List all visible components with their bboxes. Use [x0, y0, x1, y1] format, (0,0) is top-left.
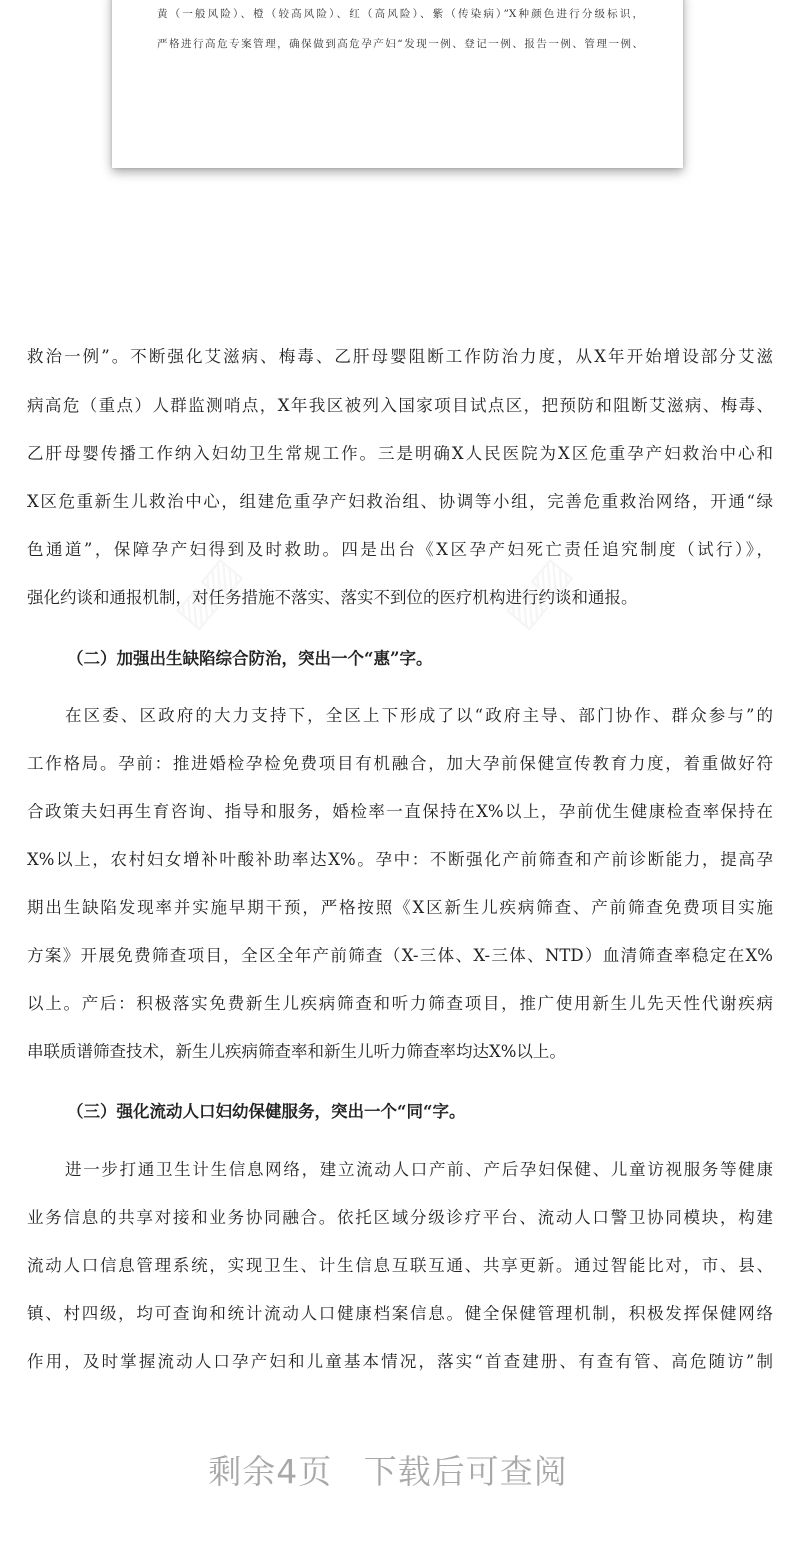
paragraph-line: 业务信息的共享对接和业务协同融合。依托区域分级诊疗平台、流动人口警卫协同模块，构建	[27, 1208, 773, 1227]
paragraph-line: 期出生缺陷发现率并实施早期干预，严格按照《X区新生儿疾病筛查、产前筛查免费项目实施	[27, 898, 773, 917]
paragraph-line: 救治一例”。不断强化艾滋病、梅毒、乙肝母婴阻断工作防治力度，从X年开始增设部分艾滋	[27, 347, 773, 366]
section-heading: （三）强化流动人口妇幼保健服务，突出一个“同“字。	[67, 1102, 466, 1121]
paragraph-line: 方案》开展免费筛查项目，全区全年产前筛查（X-三体、X-三体、NTD）血清筛查率稳定在X%	[27, 946, 773, 965]
paragraph-line: 色通道”，保障孕产妇得到及时救助。四是出台《X区孕产妇死亡责任追究制度（试行）》，	[27, 540, 773, 559]
paragraph-line: 病高危（重点）人群监测哨点，X年我区被列入国家项目试点区，把预防和阻断艾滋病、梅毒、	[27, 396, 773, 415]
paragraph-line: 强化约谈和通报机制，对任务措施不落实、落实不到位的医疗机构进行约谈和通报。	[27, 588, 638, 607]
card-line: 黄（一般风险）、橙（较高风险）、红（高风险）、紫（传染病）”X种颜色进行分级标识，	[157, 8, 643, 20]
paragraph-line: 合政策夫妇再生育咨询、指导和服务，婚检率一直保持在X%以上，孕前优生健康检查率保持在	[27, 802, 773, 821]
paragraph-line: 串联质谱筛查技术，新生儿疾病筛查率和新生儿听力筛查率均达X%以上。	[27, 1042, 566, 1061]
section-heading: （二）加强出生缺陷综合防治，突出一个“惠”字。	[67, 649, 433, 668]
paragraph-line: 镇、村四级，均可查询和统计流动人口健康档案信息。健全保健管理机制，积极发挥保健网络	[27, 1304, 773, 1323]
paragraph-line: 在区委、区政府的大力支持下，全区上下形成了以“政府主导、部门协作、群众参与”的	[65, 706, 773, 725]
paragraph-line: 以上。产后：积极落实免费新生儿疾病筛查和听力筛查项目，推广使用新生儿先天性代谢疾病	[27, 994, 773, 1013]
paragraph-line: 流动人口信息管理系统，实现卫生、计生信息互联互通、共享更新。通过智能比对，市、县、	[27, 1256, 773, 1275]
remaining-pages-notice[interactable]: 剩余4页 下载后可查阅	[208, 1452, 568, 1491]
preview-page-card	[112, 0, 683, 168]
paragraph-line: 乙肝母婴传播工作纳入妇幼卫生常规工作。三是明确X人民医院为X区危重孕产妇救治中心和	[27, 444, 773, 463]
card-line: 严格进行高危专案管理，确保做到高危孕产妇“发现一例、登记一例、报告一例、管理一例、	[157, 38, 643, 50]
paragraph-line: 作用，及时掌握流动人口孕产妇和儿童基本情况，落实“首查建册、有查有管、高危随访”制	[27, 1352, 773, 1371]
paragraph-line: X%以上，农村妇女增补叶酸补助率达X%。孕中：不断强化产前筛查和产前诊断能力，提高孕	[27, 850, 773, 869]
paragraph-line: 工作格局。孕前：推进婚检孕检免费项目有机融合，加大孕前保健宣传教育力度，着重做好符	[27, 754, 773, 773]
paragraph-line: X区危重新生儿救治中心，组建危重孕产妇救治组、协调等小组，完善危重救治网络，开通“绿	[27, 492, 773, 511]
paragraph-line: 进一步打通卫生计生信息网络，建立流动人口产前、产后孕妇保健、儿童访视服务等健康	[65, 1160, 773, 1179]
